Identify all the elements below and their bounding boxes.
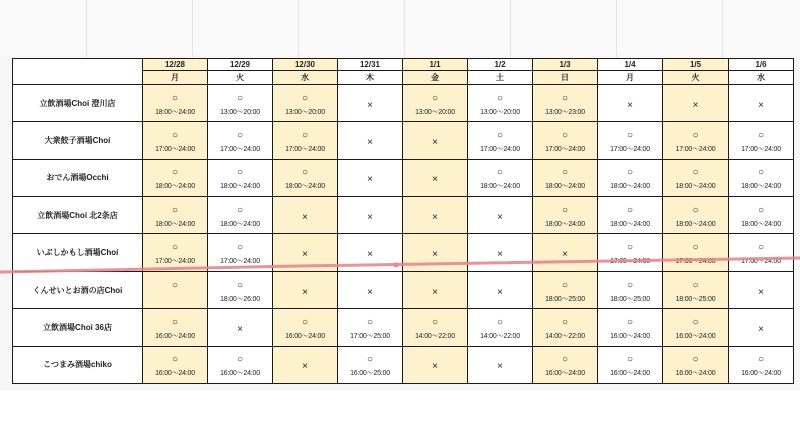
store-row [13, 309, 794, 346]
open-mark: ○ [431, 316, 439, 328]
schedule-cell [468, 234, 533, 271]
schedule-cell [273, 346, 338, 383]
hours-text: 18:00～24:00 [155, 183, 195, 191]
store-row [13, 271, 794, 308]
hours-text: 18:00～26:00 [220, 295, 260, 303]
open-mark: ○ [496, 167, 504, 179]
hours-text: 17:00～24:00 [675, 258, 716, 266]
schedule-cell [273, 234, 338, 271]
hours-text: 13:00～20:00 [285, 108, 325, 116]
hours-text: 16:00～24:00 [285, 332, 325, 340]
hours-text: 18:00～24:00 [545, 183, 585, 191]
schedule-cell [338, 122, 403, 159]
sheet-gridline [298, 0, 299, 60]
date-header: 1/5 [663, 59, 729, 71]
open-mark: ○ [236, 167, 244, 179]
hours-text: 16:00～25:00 [350, 370, 390, 378]
open-mark: ○ [171, 167, 179, 179]
schedule-cell [403, 122, 468, 159]
open-mark: ○ [366, 316, 374, 328]
schedule-cell [338, 84, 403, 121]
schedule-cell [403, 159, 468, 196]
schedule-cell [533, 309, 598, 346]
hours-text: 16:00～24:00 [675, 332, 716, 340]
open-mark: ○ [561, 167, 569, 179]
hours-text: 17:00～24:00 [610, 146, 650, 153]
open-mark: ○ [626, 130, 634, 141]
weekday-header: 日 [533, 71, 598, 84]
open-mark: ○ [757, 354, 765, 366]
weekday-header: 水 [273, 71, 338, 84]
schedule-cell [533, 346, 598, 383]
hours-text: 16:00～24:00 [741, 370, 781, 378]
open-mark: ○ [626, 167, 634, 179]
schedule-cell [208, 197, 273, 234]
closed-mark: × [562, 249, 568, 261]
hours-text: 18:00～24:00 [220, 220, 260, 228]
schedule-cell [729, 271, 794, 308]
closed-mark: × [497, 249, 503, 261]
open-mark: ○ [236, 242, 244, 254]
closed-mark: × [302, 249, 308, 261]
schedule-cell [143, 84, 208, 121]
date-header: 1/6 [729, 59, 794, 71]
open-mark: ○ [692, 279, 699, 291]
date-header: 12/28 [143, 59, 208, 71]
open-mark: ○ [171, 92, 179, 104]
open-mark: ○ [236, 354, 244, 366]
schedule-cell [273, 84, 338, 121]
schedule-cell [533, 197, 598, 234]
hours-text: 18:00～24:00 [675, 220, 716, 228]
business-hours-table [12, 58, 794, 384]
weekday-header: 月 [143, 71, 208, 84]
open-mark: ○ [301, 167, 309, 179]
hours-text: 17:00～24:00 [675, 146, 716, 153]
hours-text: 16:00～24:00 [155, 370, 195, 378]
store-name: こつまみ酒場chiko [13, 346, 143, 383]
hours-text: 17:00～24:00 [220, 146, 260, 153]
schedule-cell [208, 271, 273, 308]
closed-mark: × [497, 211, 503, 223]
schedule-cell [338, 309, 403, 346]
schedule-cell [403, 309, 468, 346]
hours-text: 18:00～25:00 [610, 295, 650, 303]
schedule-cell [598, 197, 663, 234]
hours-text: 18:00～24:00 [480, 183, 520, 191]
hours-text: 17:00～24:00 [545, 146, 585, 153]
weekday-header: 水 [729, 71, 794, 84]
schedule-cell [338, 271, 403, 308]
hours-text: 18:00～24:00 [675, 183, 716, 191]
hours-text: 18:00～24:00 [155, 108, 195, 116]
schedule-cell [533, 159, 598, 196]
date-header: 1/4 [598, 59, 663, 71]
hours-text: 18:00～24:00 [220, 183, 260, 191]
schedule-cell [273, 122, 338, 159]
schedule-cell [598, 122, 663, 159]
schedule-cell [338, 197, 403, 234]
schedule-cell [598, 234, 663, 271]
open-mark: ○ [171, 279, 179, 291]
sheet-gridline [404, 0, 405, 60]
hours-text: 14:00～22:00 [480, 332, 520, 340]
hours-text: 13:00～23:00 [545, 108, 585, 116]
open-mark: ○ [626, 242, 634, 254]
schedule-cell [598, 84, 663, 121]
open-mark: ○ [171, 204, 179, 216]
store-name: いぶしかもし酒場Choi [13, 234, 143, 271]
schedule-cell [729, 122, 794, 159]
schedule-cell [468, 309, 533, 346]
closed-mark: × [367, 137, 373, 148]
schedule-cell [143, 159, 208, 196]
closed-mark: × [497, 361, 503, 373]
hours-text: 14:00～22:00 [415, 332, 455, 340]
open-mark: ○ [561, 204, 569, 216]
hours-text: 16:00～24:00 [610, 370, 650, 378]
schedule-cell [273, 271, 338, 308]
store-name: くんせいとお酒の店Choi [13, 271, 143, 308]
open-mark: ○ [692, 316, 699, 328]
schedule-cell [208, 234, 273, 271]
page-bottom-blank [0, 390, 800, 448]
schedule-cell [663, 234, 729, 271]
open-mark: ○ [561, 316, 569, 328]
closed-mark: × [302, 286, 308, 298]
date-header: 12/29 [208, 59, 273, 71]
hours-text: 17:00～24:00 [610, 258, 650, 266]
closed-mark: × [367, 174, 373, 186]
schedule-cell [663, 122, 729, 159]
weekday-header: 金 [403, 71, 468, 84]
hours-text: 13:00～20:00 [220, 108, 260, 116]
schedule-cell [273, 159, 338, 196]
schedule-cell [403, 84, 468, 121]
schedule-cell [468, 159, 533, 196]
open-mark: ○ [171, 242, 179, 254]
schedule-cell [663, 84, 729, 121]
sheet-gridline [510, 0, 511, 60]
open-mark: ○ [236, 279, 244, 291]
closed-mark: × [432, 174, 438, 186]
schedule-cell [729, 346, 794, 383]
schedule-cell [663, 271, 729, 308]
date-header: 12/30 [273, 59, 338, 71]
schedule-cell [533, 84, 598, 121]
closed-mark: × [302, 361, 308, 373]
schedule-cell [403, 346, 468, 383]
schedule-cell [533, 234, 598, 271]
schedule-cell [403, 197, 468, 234]
schedule-cell [468, 271, 533, 308]
schedule-cell [338, 346, 403, 383]
schedule-cell [663, 197, 729, 234]
schedule-cell [598, 159, 663, 196]
closed-mark: × [367, 249, 373, 261]
schedule-cell [208, 84, 273, 121]
open-mark: ○ [626, 354, 634, 366]
schedule-cell [598, 346, 663, 383]
open-mark: ○ [561, 92, 569, 104]
schedule-cell [143, 234, 208, 271]
weekday-header: 木 [338, 71, 403, 84]
hours-text: 16:00～24:00 [220, 370, 260, 378]
schedule-cell [663, 309, 729, 346]
hours-text: 18:00～24:00 [545, 220, 585, 228]
closed-mark: × [432, 249, 438, 261]
schedule-cell [208, 122, 273, 159]
open-mark: ○ [301, 316, 309, 328]
store-row [13, 159, 794, 196]
schedule-cell [208, 309, 273, 346]
hours-text: 17:00～25:00 [350, 332, 390, 340]
open-mark: ○ [757, 130, 765, 141]
open-mark: ○ [171, 316, 179, 328]
hours-text: 16:00～24:00 [675, 370, 716, 378]
hours-text: 18:00～24:00 [610, 183, 650, 191]
spreadsheet-toolbar-area [0, 0, 800, 55]
schedule-cell [143, 197, 208, 234]
schedule-cell [338, 159, 403, 196]
store-name: 大衆餃子酒場Choi [13, 122, 143, 159]
schedule-cell [663, 159, 729, 196]
hours-text: 17:00～24:00 [480, 146, 520, 153]
store-name: おでん酒場Occhi [13, 159, 143, 196]
schedule-cell [338, 234, 403, 271]
open-mark: ○ [757, 204, 765, 216]
open-mark: ○ [171, 130, 179, 141]
closed-mark: × [432, 361, 438, 373]
closed-mark: × [758, 323, 764, 335]
hours-text: 18:00～24:00 [285, 183, 325, 191]
open-mark: ○ [757, 167, 765, 179]
open-mark: ○ [692, 167, 699, 179]
schedule-cell [273, 197, 338, 234]
store-row [13, 197, 794, 234]
open-mark: ○ [561, 354, 569, 366]
hours-text: 17:00～24:00 [220, 258, 260, 266]
schedule-cell [729, 159, 794, 196]
open-mark: ○ [171, 354, 179, 366]
open-mark: ○ [692, 354, 699, 366]
open-mark: ○ [236, 130, 244, 141]
weekday-header: 月 [598, 71, 663, 84]
date-header: 1/2 [468, 59, 533, 71]
hours-text: 13:00～20:00 [415, 108, 455, 116]
open-mark: ○ [626, 279, 634, 291]
open-mark: ○ [626, 316, 634, 328]
store-row [13, 234, 794, 271]
schedule-cell [663, 346, 729, 383]
date-header: 1/3 [533, 59, 598, 71]
hours-text: 16:00～24:00 [545, 370, 585, 378]
open-mark: ○ [692, 130, 699, 141]
store-row [13, 122, 794, 159]
weekday-header: 火 [663, 71, 729, 84]
weekday-header: 土 [468, 71, 533, 84]
open-mark: ○ [431, 92, 439, 104]
closed-mark: × [627, 99, 633, 111]
closed-mark: × [367, 211, 373, 223]
open-mark: ○ [692, 242, 699, 254]
closed-mark: × [367, 286, 373, 298]
open-mark: ○ [496, 92, 504, 104]
schedule-cell [208, 346, 273, 383]
hours-text: 16:00～24:00 [610, 332, 650, 340]
schedule-cell [208, 159, 273, 196]
schedule-cell [598, 309, 663, 346]
hours-text: 18:00～24:00 [741, 220, 781, 228]
schedule-cell [468, 197, 533, 234]
schedule-cell [729, 197, 794, 234]
schedule-cell [273, 309, 338, 346]
open-mark: ○ [236, 92, 244, 104]
date-header: 12/31 [338, 59, 403, 71]
schedule-cell [468, 84, 533, 121]
hours-text: 14:00～22:00 [545, 332, 585, 340]
closed-mark: × [237, 323, 243, 335]
hours-text: 18:00～24:00 [741, 183, 781, 191]
hours-text: 17:00～24:00 [741, 146, 781, 153]
store-row [13, 84, 794, 121]
open-mark: ○ [757, 242, 765, 254]
store-name: 立飲酒場Choi 36店 [13, 309, 143, 346]
closed-mark: × [497, 286, 503, 298]
header-date-row [13, 59, 794, 71]
closed-mark: × [432, 286, 438, 298]
schedule-cell [143, 346, 208, 383]
open-mark: ○ [366, 354, 374, 366]
closed-mark: × [432, 137, 438, 148]
schedule-cell [729, 309, 794, 346]
hours-text: 18:00～24:00 [155, 220, 195, 228]
closed-mark: × [302, 211, 308, 223]
open-mark: ○ [301, 92, 309, 104]
hours-text: 18:00～24:00 [610, 220, 650, 228]
hours-text: 18:00～25:00 [545, 295, 585, 303]
hours-text: 17:00～24:00 [741, 258, 781, 266]
open-mark: ○ [496, 130, 504, 141]
hours-text: 17:00～24:00 [155, 258, 195, 266]
schedule-cell [403, 234, 468, 271]
schedule-cell [143, 309, 208, 346]
open-mark: ○ [692, 204, 699, 216]
header-corner-cell [13, 59, 143, 85]
sheet-gridline [722, 0, 723, 60]
schedule-cell [468, 346, 533, 383]
closed-mark: × [367, 99, 373, 111]
hours-text: 18:00～25:00 [675, 295, 716, 303]
schedule-cell [533, 122, 598, 159]
schedule-cell [729, 234, 794, 271]
schedule-cell [403, 271, 468, 308]
store-name: 立飲酒場Choi 澄川店 [13, 84, 143, 121]
schedule-cell [143, 122, 208, 159]
hours-text: 17:00～24:00 [285, 146, 325, 153]
hours-text: 13:00～20:00 [480, 108, 520, 116]
open-mark: ○ [561, 130, 569, 141]
store-name: 立飲酒場Choi 北2条店 [13, 197, 143, 234]
schedule-cell [729, 84, 794, 121]
closed-mark: × [758, 99, 764, 111]
hours-text: 16:00～24:00 [155, 332, 195, 340]
schedule-cell [468, 122, 533, 159]
date-header: 1/1 [403, 59, 468, 71]
closed-mark: × [432, 211, 438, 223]
weekday-header: 火 [208, 71, 273, 84]
open-mark: ○ [236, 204, 244, 216]
open-mark: ○ [301, 130, 309, 141]
sheet-gridline [86, 0, 87, 60]
hours-text: 17:00～24:00 [155, 146, 195, 153]
store-row [13, 346, 794, 383]
sheet-gridline [192, 0, 193, 60]
open-mark: ○ [496, 316, 504, 328]
schedule-cell [598, 271, 663, 308]
schedule-cell [533, 271, 598, 308]
open-mark: ○ [561, 279, 569, 291]
closed-mark: × [758, 286, 764, 298]
sheet-gridline [616, 0, 617, 60]
schedule-cell [143, 271, 208, 308]
open-mark: ○ [626, 204, 634, 216]
closed-mark: × [692, 99, 699, 111]
